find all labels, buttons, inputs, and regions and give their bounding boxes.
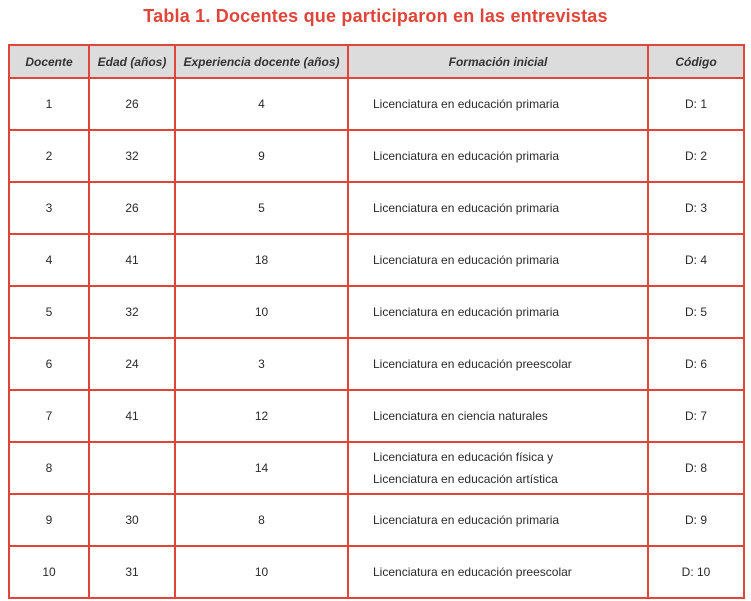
header-edad: Edad (años) xyxy=(89,45,175,78)
cell-docente: 10 xyxy=(9,546,89,598)
cell-formacion xyxy=(348,182,648,234)
formacion-line: Licenciatura en educación primaria xyxy=(373,253,560,267)
formacion-line: Licenciatura en educación preescolar xyxy=(373,565,572,579)
cell-edad: 24 xyxy=(89,338,175,390)
cell-codigo: D: 1 xyxy=(648,78,744,130)
cell-edad: 32 xyxy=(89,130,175,182)
cell-docente: 5 xyxy=(9,286,89,338)
table-row xyxy=(9,338,744,390)
cell-edad: 41 xyxy=(89,390,175,442)
cell-experiencia: 5 xyxy=(175,182,348,234)
cell-docente: 8 xyxy=(9,442,89,494)
formacion-line: Licenciatura en ciencia naturales xyxy=(373,409,548,423)
formacion-line: Licenciatura en educación primaria xyxy=(373,149,560,163)
cell-codigo: D: 10 xyxy=(648,546,744,598)
cell-experiencia: 10 xyxy=(175,286,348,338)
header-experiencia: Experiencia docente (años) xyxy=(175,45,348,78)
cell-experiencia: 14 xyxy=(175,442,348,494)
formacion-line: Licenciatura en educación primaria xyxy=(373,201,560,215)
table-row xyxy=(9,546,744,598)
cell-docente: 1 xyxy=(9,78,89,130)
cell-formacion xyxy=(348,546,648,598)
cell-codigo: D: 5 xyxy=(648,286,744,338)
cell-experiencia: 9 xyxy=(175,130,348,182)
formacion-line: Licenciatura en educación artística xyxy=(373,472,558,486)
cell-codigo: D: 3 xyxy=(648,182,744,234)
cell-formacion xyxy=(348,494,648,546)
docentes-table xyxy=(8,44,745,599)
cell-formacion xyxy=(348,234,648,286)
cell-experiencia: 4 xyxy=(175,78,348,130)
formacion-line: Licenciatura en educación primaria xyxy=(373,97,560,111)
table-row xyxy=(9,182,744,234)
cell-codigo: D: 7 xyxy=(648,390,744,442)
header-row xyxy=(9,45,744,78)
table-row xyxy=(9,286,744,338)
cell-docente: 9 xyxy=(9,494,89,546)
header-docente: Docente xyxy=(9,45,89,78)
cell-docente: 3 xyxy=(9,182,89,234)
table-row xyxy=(9,130,744,182)
cell-edad: 30 xyxy=(89,494,175,546)
cell-docente: 4 xyxy=(9,234,89,286)
cell-docente: 6 xyxy=(9,338,89,390)
header-formacion: Formación inicial xyxy=(348,45,648,78)
formacion-line: Licenciatura en educación primaria xyxy=(373,305,560,319)
formacion-line: Licenciatura en educación física y xyxy=(373,450,554,464)
cell-formacion xyxy=(348,130,648,182)
cell-codigo: D: 2 xyxy=(648,130,744,182)
cell-experiencia: 3 xyxy=(175,338,348,390)
cell-codigo: D: 8 xyxy=(648,442,744,494)
cell-codigo: D: 6 xyxy=(648,338,744,390)
cell-edad: 26 xyxy=(89,182,175,234)
header-codigo: Código xyxy=(648,45,744,78)
table-title: Tabla 1. Docentes que participaron en las entrevistas xyxy=(143,6,608,26)
cell-experiencia: 10 xyxy=(175,546,348,598)
cell-formacion xyxy=(348,78,648,130)
cell-edad: 31 xyxy=(89,546,175,598)
table-row xyxy=(9,390,744,442)
table-body xyxy=(9,78,744,598)
formacion-line: Licenciatura en educación primaria xyxy=(373,513,560,527)
table-row xyxy=(9,234,744,286)
table-row xyxy=(9,442,744,494)
cell-docente: 7 xyxy=(9,390,89,442)
cell-edad: 32 xyxy=(89,286,175,338)
cell-formacion xyxy=(348,390,648,442)
table-row xyxy=(9,78,744,130)
cell-formacion xyxy=(348,338,648,390)
cell-formacion xyxy=(348,286,648,338)
cell-codigo: D: 9 xyxy=(648,494,744,546)
table-row xyxy=(9,494,744,546)
cell-docente: 2 xyxy=(9,130,89,182)
formacion-line: Licenciatura en educación preescolar xyxy=(373,357,572,371)
cell-edad: 26 xyxy=(89,78,175,130)
cell-experiencia: 12 xyxy=(175,390,348,442)
cell-experiencia: 18 xyxy=(175,234,348,286)
cell-edad: 41 xyxy=(89,234,175,286)
cell-experiencia: 8 xyxy=(175,494,348,546)
cell-codigo: D: 4 xyxy=(648,234,744,286)
cell-edad xyxy=(89,442,175,494)
cell-formacion xyxy=(348,442,648,494)
